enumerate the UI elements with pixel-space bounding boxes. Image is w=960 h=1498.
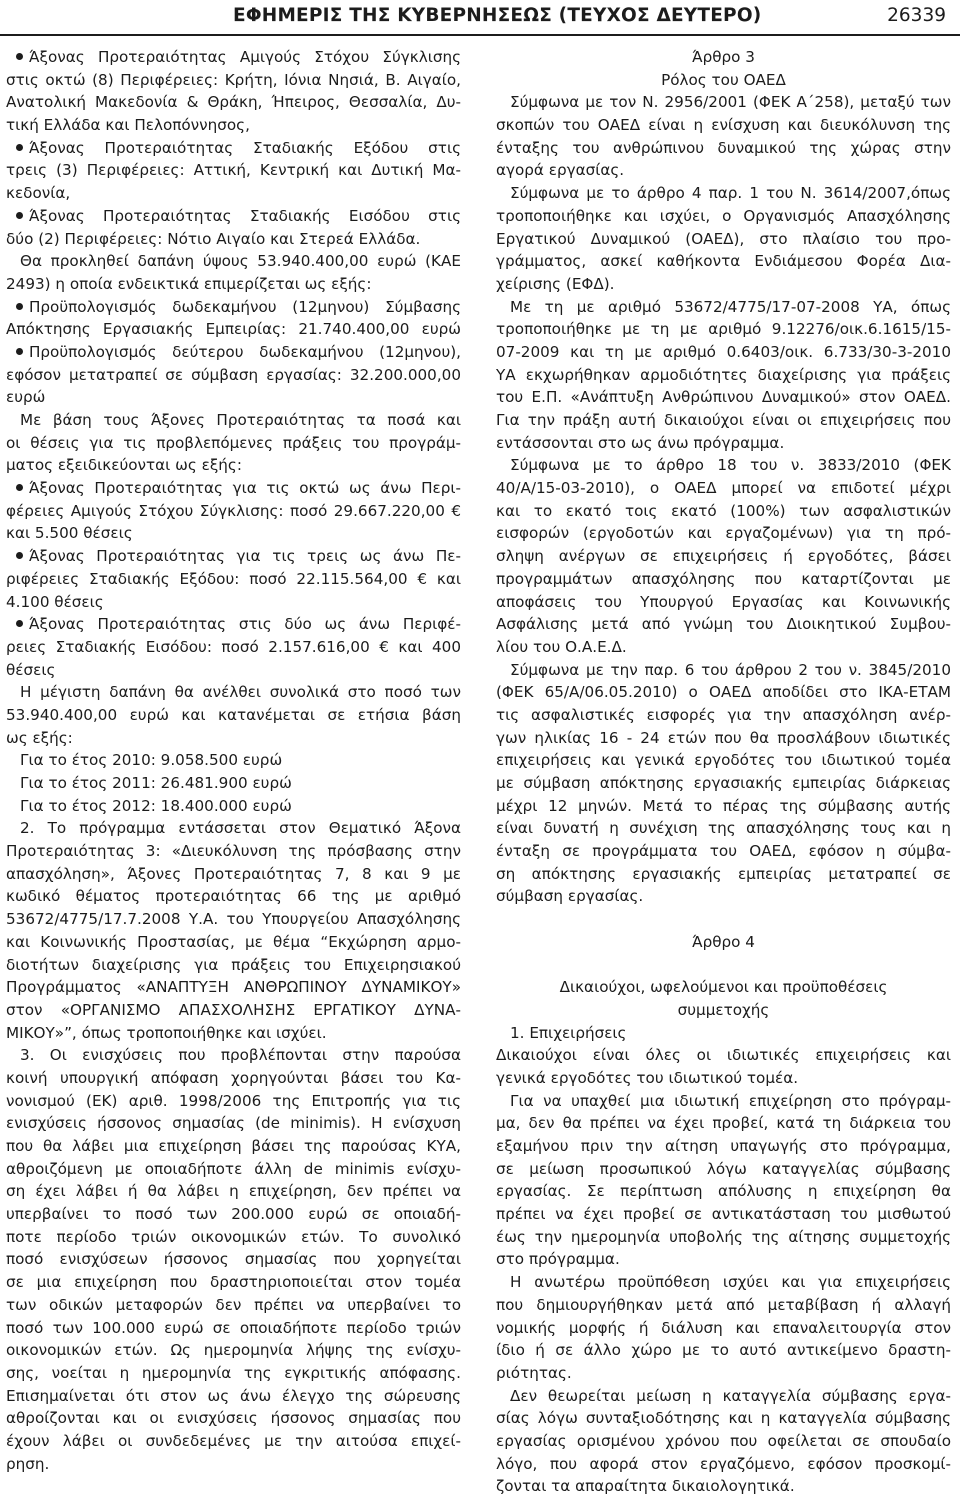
line-text: 53672/4775/17.7.2008 Υ.Α. του Υπουργείου Απασχόλησης (6, 910, 461, 929)
line-text: Για το έτος 2011: 26.481.900 ευρώ (20, 774, 292, 792)
line-text: Η μέγιστη δαπάνη θα ανέλθει συνολικά στο ποσό των (20, 683, 461, 702)
text-line (6, 1294, 461, 1317)
heading-line (496, 69, 951, 92)
line-text: Άρθρο 3 (692, 48, 755, 66)
line-text: σκοπών του ΟΑΕΔ είναι η ενίσχυση και διευκόλυνση της (496, 116, 951, 135)
line-text: (ΦΕΚ 65/Α/06.05.2010) ο ΟΑΕΔ αποδίδει στο ΙΚΑ-ΕΤΑΜ (496, 683, 951, 702)
text-line (6, 885, 461, 908)
line-text: σίας λόγω συνταξιοδότησης και η καταγγελία σύμβασης (496, 1409, 951, 1428)
line-text: χείρισης (ΕΦΔ). (496, 274, 615, 293)
line-text: τική Ελλάδα και Πελοπόννησος, (6, 116, 250, 135)
text-line (496, 613, 951, 636)
page-number: 26339 (887, 5, 946, 26)
text-line (6, 545, 461, 568)
text-line (496, 432, 951, 455)
text-line (6, 1271, 461, 1294)
line-text: σε μια επιχείρηση που δραστηριοποιείται στον τομέα (6, 1273, 461, 1292)
line-text: Απόκτησης Εργασιακής Εμπειρίας: 21.740.400,00 ευρώ (6, 320, 461, 339)
line-text: Η ανωτέρω προϋπόθεση ισχύει και για επιχειρήσεις (510, 1273, 951, 1292)
line-text: Προτεραιότητας 3: «Διευκόλυνση της πρόσβασης στην (6, 842, 461, 861)
text-line (6, 1407, 461, 1430)
line-text: Ρόλος του ΟΑΕΔ (661, 70, 786, 89)
text-line (6, 659, 461, 682)
text-line (6, 1453, 461, 1476)
line-text: Δικαιούχοι είναι όλες οι ιδιωτικές επιχειρήσεις και (496, 1046, 951, 1065)
line-text: τροποποιήθηκε με τη με αριθμό 9.12276/οικ.6.1615/15- (496, 320, 951, 339)
text-line (6, 432, 461, 455)
line-text: 3. Οι ενισχύσεις που προβλέπονται στην παρούσα (20, 1046, 461, 1065)
text-line (6, 364, 461, 387)
text-line (6, 1067, 461, 1090)
line-text: νομικής μορφής ή διάλυση και επαναλειτουργία στον (496, 1318, 951, 1337)
line-text: οικονομικών ετών. Ως ημερομηνία λήψης της ενίσχυ- (6, 1341, 461, 1360)
text-line (6, 1339, 461, 1362)
text-line (6, 159, 461, 182)
text-line (496, 250, 951, 273)
line-text: 4.100 θέσεις (6, 592, 104, 611)
text-line (6, 182, 461, 205)
bullet-icon (16, 144, 23, 151)
text-line (496, 727, 951, 750)
heading-line (496, 976, 951, 999)
line-text: Για το έτος 2012: 18.400.000 ευρώ (20, 796, 292, 815)
line-text: ευρώ (6, 388, 46, 407)
text-line (6, 1044, 461, 1067)
line-text: Δεν θεωρείται μείωση η καταγγελία σύμβασης εργα- (510, 1386, 951, 1405)
line-text: Άξονας Προτεραιότητας στις δύο ως άνω Περιφέ- (29, 615, 461, 634)
line-text: κωδικό θέματος προτεραιότητας 66 της με αριθμό (6, 887, 461, 906)
heading-line (496, 931, 951, 954)
line-text: Για το έτος 2010: 9.058.500 ευρώ (20, 751, 283, 770)
text-line (6, 114, 461, 137)
line-text: μέχρι 12 μηνών. Μετά το πέρας της σύμβασης αυτής (496, 796, 951, 815)
text-line (6, 999, 461, 1022)
text-line (496, 908, 951, 931)
text-line (496, 1203, 951, 1226)
line-text: Επισημαίνεται ότι στον ως άνω έλεγχο της σώρευσης (6, 1386, 461, 1405)
text-line (496, 1339, 951, 1362)
text-line (496, 863, 951, 886)
text-line (496, 296, 951, 319)
line-text: ση έχει λάβει ή θα λάβει η επιχείρηση, δεν πρέπει να (6, 1182, 461, 1201)
text-line (6, 1203, 461, 1226)
line-text: με σύμβαση απόκτησης εργασιακής εμπειρίας διάρκειας (496, 774, 951, 792)
line-text: Προϋπολογισμός δωδεκαμήνου (12μηνου) Σύμβασης (29, 297, 461, 316)
line-text: οι θέσεις για τις προβλεπόμενες πράξεις του προγράμ- (6, 433, 461, 452)
text-line (6, 613, 461, 636)
line-text: αγορά εργασίας. (496, 161, 625, 180)
text-line (6, 137, 461, 160)
line-text: Άξονας Προτεραιότητας Σταδιακής Εξόδου στις (29, 138, 461, 157)
line-text: Ανατολική Μακεδονία & Θράκη, Ήπειρος, Θεσσαλία, Δυ- (6, 93, 461, 112)
text-line (496, 1385, 951, 1408)
line-text: Προϋπολογισμός δεύτερου δωδεκαμήνου (12μηνου), (29, 342, 461, 361)
bullet-icon (16, 348, 23, 355)
text-line (496, 386, 951, 409)
line-text: Με βάση τους Άξονες Προτεραιότητας τα ποσά και (20, 411, 461, 429)
line-text: σύμβαση εργασίας. (496, 887, 644, 906)
text-line (496, 205, 951, 228)
text-line (6, 318, 461, 341)
line-text: 2493) η οποία ενδεικτικά επιμερίζεται ως εξής: (6, 274, 372, 293)
text-line (496, 1180, 951, 1203)
text-line (6, 568, 461, 591)
line-text: Σύμφωνα με τον Ν. 2956/2001 (ΦΕΚ Α΄258), μεταξύ των (510, 93, 951, 112)
text-line (6, 636, 461, 659)
text-line (496, 772, 951, 795)
text-line (6, 863, 461, 886)
text-line (496, 477, 951, 500)
text-line (6, 273, 461, 296)
text-line (496, 318, 951, 341)
text-line (6, 727, 461, 750)
text-line (6, 908, 461, 931)
text-line (496, 1430, 951, 1453)
bullet-icon (16, 53, 23, 60)
text-line (496, 1294, 951, 1317)
line-text: κεδονία, (6, 184, 71, 203)
text-line (496, 704, 951, 727)
line-text: φέρειες Αμιγούς Στόχου Σύγκλισης: ποσό 29.667.220,00 € (6, 501, 461, 520)
line-text: αποφάσεις του Υπουργού Εργασίας και Κοινωνικής (496, 592, 951, 611)
line-text: των οδικών μεταφορών δεν πρέπει να υπερβαίνει το (6, 1295, 461, 1314)
text-line (6, 1090, 461, 1113)
text-line (6, 477, 461, 500)
line-text: 40/Α/15-03-2010), ο ΟΑΕΔ μπορεί να επιδοτεί μέχρι (496, 479, 951, 498)
text-line (496, 954, 951, 977)
line-text: έως την ημερομηνία υποβολής της αίτησης συμμετοχής (496, 1227, 951, 1246)
line-text: είναι δυνατή η συνέχιση της απασχόλησης τους και η (496, 819, 951, 838)
line-text: δύο (2) Περιφέρειες: Νότιο Αιγαίο και Στερεά Ελλάδα. (6, 229, 421, 248)
line-text: 2. Το πρόγραμμα εντάσσεται στον Θεματικό Άξονα (20, 819, 461, 838)
line-text: έχουν λάβει οι συνδεδεμένες με την αιτούσα επιχεί- (6, 1431, 461, 1450)
text-line (496, 500, 951, 523)
text-line (6, 1385, 461, 1408)
line-text: ενισχύσεις ήσσονος σημασίας (de minimis). Η ενίσχυση (6, 1114, 461, 1133)
text-line (496, 454, 951, 477)
text-line (6, 795, 461, 818)
bullet-icon (16, 303, 23, 310)
line-text: ποσό ενισχύσεων ήσσονος σημασίας που χορηγείται (6, 1250, 461, 1269)
text-line (496, 1158, 951, 1181)
text-line (6, 704, 461, 727)
line-text: λίου του Ο.Α.Ε.Δ. (496, 637, 627, 656)
text-line (496, 1271, 951, 1294)
bullet-icon (16, 212, 23, 219)
line-text: ματος εξειδικεύονται ως εξής: (6, 456, 242, 475)
text-line (496, 341, 951, 364)
line-text: ρηση. (6, 1454, 50, 1473)
text-line (6, 500, 461, 523)
line-text: Άξονας Προτεραιότητας για τις οκτώ ως άνω Περι- (29, 479, 461, 498)
text-line (496, 840, 951, 863)
line-text: ση απόκτησης εργασιακής εμπειρίας μετατραπεί σε (496, 864, 951, 883)
line-text: Για να υπαχθεί μια ιδιωτική επιχείρηση στο πρόγραμ- (510, 1091, 951, 1110)
line-text: λόγο, που αφορά στον εργαζόμενο, εφόσον προσκομί- (496, 1454, 951, 1473)
text-line (496, 364, 951, 387)
line-text: Με τη με αριθμό 53672/4775/17-07-2008 ΥΑ, όπως (510, 297, 951, 316)
line-text: ποτε περίοδο τριών οικονομικών ετών. Το συνολικό (6, 1227, 461, 1246)
line-text: σης, νοείται η ημερομηνία της εγκριτικής απόφασης. (6, 1363, 461, 1382)
text-line (496, 1067, 951, 1090)
line-text: μα, δεν θα πρέπει να έχει προβεί, κατά τη διάρκεια του (496, 1114, 951, 1133)
line-text: του Ε.Π. «Ανάπτυξη Ανθρώπινου Δυναμικού» στον ΟΑΕΔ. (496, 388, 951, 407)
line-text: και Κοινωνικής Προστασίας, με θέμα “Εκχώρηση αρμο- (6, 932, 461, 951)
line-text: Σύμφωνα με το άρθρο 18 του ν. 3833/2010 (ΦΕΚ (510, 456, 951, 475)
text-line (496, 545, 951, 568)
line-text: και 5.500 θέσεις (6, 524, 133, 543)
line-text: ποσό των 100.000 ευρώ σε οποιαδήποτε περίοδο τριών (6, 1318, 461, 1337)
text-line (496, 1044, 951, 1067)
text-line (6, 1430, 461, 1453)
text-line (6, 296, 461, 319)
text-line (6, 341, 461, 364)
text-line (6, 749, 461, 772)
line-text: τις ασφαλιστικές εισφορές για την απασχόληση ανέρ- (496, 705, 951, 724)
text-line (496, 795, 951, 818)
line-text: Άξονας Προτεραιότητας Αμιγούς Στόχου Σύγκλισης (29, 48, 461, 66)
text-line (496, 591, 951, 614)
line-text: ζονται τα απαραίτητα δικαιολογητικά. (496, 1477, 795, 1496)
text-line (6, 1158, 461, 1181)
text-line (6, 1180, 461, 1203)
text-line (6, 205, 461, 228)
line-text: Άξονας Προτεραιότητας για τις τρεις ως άνω Πε- (29, 547, 461, 566)
text-line (496, 522, 951, 545)
text-line (496, 1112, 951, 1135)
text-line (496, 1407, 951, 1430)
line-text: 1. Επιχειρήσεις (510, 1023, 627, 1042)
bullet-icon (16, 484, 23, 491)
line-text: εισφορών (εργοδοτών και εργαζομένων) για τη πρό- (496, 524, 951, 543)
line-text: γων ηλικίας 16 - 24 ετών που θα προσλάβουν ιδιωτικές (496, 728, 951, 747)
line-text: ίδιο ή σε άλλο χώρο με το αυτό αντικείμενο δραστη- (496, 1341, 951, 1360)
line-text: Άξονας Προτεραιότητας Σταδιακής Εισόδου στις (29, 206, 461, 225)
line-text: ΥΑ εκχωρήθηκαν αρμοδιότητες διαχείρισης για πράξεις (496, 365, 951, 384)
line-text: Δικαιούχοι, ωφελούμενοι και προϋποθέσεις (559, 978, 888, 997)
line-text: εντάσσονται στο ως άνω πρόγραμμα. (496, 433, 785, 452)
text-line (6, 228, 461, 251)
text-line (496, 885, 951, 908)
text-line (6, 1226, 461, 1249)
line-text: εργασίας ορισμένου χρόνου που οφείλεται σε σπουδαίο (496, 1431, 951, 1450)
text-line (6, 1112, 461, 1135)
text-line (6, 1022, 461, 1045)
text-line (6, 522, 461, 545)
text-line (496, 1475, 951, 1498)
line-text: και το εκατό τοις εκατό (100%) των ασφαλιστικών (496, 501, 951, 520)
text-line (496, 137, 951, 160)
line-text: θέσεις (6, 660, 56, 679)
line-text: εφόσον μετατραπεί σε σύμβαση εργασίας: 32.200.000,00 (6, 365, 461, 384)
text-line (496, 1135, 951, 1158)
line-text: που θα λάβει μια επιχείρηση βάσει της παρούσας ΚΥΑ, (6, 1137, 461, 1155)
line-text: προγραμμάτων απασχόλησης που καταρτίζονται με (496, 569, 951, 588)
text-line (6, 591, 461, 614)
text-line (496, 568, 951, 591)
header-divider (0, 34, 960, 36)
line-text: Εργατικού Δυναμικού (ΟΑΕΔ), στο πλαίσιο του προ- (496, 229, 951, 248)
text-line (6, 1362, 461, 1385)
text-line (496, 681, 951, 704)
line-text: Άρθρο 4 (692, 932, 755, 951)
text-line (6, 1248, 461, 1271)
page-header (0, 0, 960, 36)
heading-line (496, 46, 951, 69)
text-line (496, 1248, 951, 1271)
line-text: κοινή υπουργική απόφαση χορηγούνται βάσει του Κα- (6, 1068, 461, 1087)
right-column (496, 46, 951, 1498)
line-text: στις οκτώ (8) Περιφέρειες: Κρήτη, Ιόνια Νησιά, Β. Αιγαίο, (6, 70, 461, 89)
text-line (6, 1317, 461, 1340)
text-line (6, 386, 461, 409)
text-line (496, 91, 951, 114)
line-text: Για την πράξη αυτή δικαιούχοι είναι οι επιχειρήσεις που (496, 411, 951, 429)
text-line (496, 636, 951, 659)
text-line (6, 69, 461, 92)
line-text: ένταξη σε προγράμματα του ΟΑΕΔ, εφόσον η σύμβα- (496, 842, 951, 861)
text-line (496, 1226, 951, 1249)
line-text: Προγράμματος «ΑΝΑΠΤΥΞΗ ΑΝΘΡΩΠΙΝΟΥ ΔΥΝΑΜΙΚΟΥ» (6, 978, 461, 997)
line-text: γράμματος, ασκεί καθήκοντα Ενδιάμεσου Φορέα Δια- (496, 252, 951, 271)
line-text: Σύμφωνα με το άρθρο 4 παρ. 1 του Ν. 3614/2007,όπως (510, 184, 951, 203)
text-line (6, 454, 461, 477)
line-text: αθροιζόμενη με οποιαδήποτε άλλη de minimis ενίσχυ- (6, 1159, 461, 1178)
line-text: συμμετοχής (677, 1000, 770, 1019)
line-text: γενικά εργοδότες του ιδιωτικού τομέα. (496, 1068, 799, 1087)
line-text: αθροίζονται και οι ενισχύσεις ήσσονος σημασίας που (6, 1409, 461, 1428)
text-line (496, 273, 951, 296)
text-line (6, 1135, 461, 1158)
line-text: ΜΙΚΟΥ»”, όπως τροποποιήθηκε και ισχύει. (6, 1023, 327, 1042)
line-text: ως εξής: (6, 728, 73, 747)
text-line (496, 182, 951, 205)
text-line (6, 46, 461, 69)
line-text: που δημιουργήθηκαν μετά από μεταβίβαση ή αλλαγή (496, 1295, 951, 1314)
line-text: ριότητας. (496, 1363, 572, 1382)
line-text: επιχειρήσεις και γενικά εργοδότες του ιδιωτικού τομέα (496, 751, 951, 770)
text-line (496, 1362, 951, 1385)
line-text: τροποποιήθηκε και ισχύει, ο Οργανισμός Απασχόλησης (496, 206, 951, 225)
text-line (496, 159, 951, 182)
text-line (496, 114, 951, 137)
text-line (6, 840, 461, 863)
line-text: στο πρόγραμμα. (496, 1250, 620, 1269)
line-text: ρειες Σταδιακής Εισόδου: ποσό 2.157.616,00 € και 400 (6, 637, 461, 656)
line-text: ριφέρειες Σταδιακής Εξόδου: ποσό 22.115.564,00 € και (6, 569, 461, 588)
text-line (6, 931, 461, 954)
line-text: ένταξης του ανθρώπινου δυναμικού της χώρας στην (496, 138, 951, 157)
line-text: Ασφάλισης μετά από γνώμη του Διοικητικού Συμβου- (496, 615, 951, 634)
line-text: σληψη ανέργων σε επιχειρήσεις ή εργοδότες, βάσει (496, 547, 951, 566)
line-text: Θα προκληθεί δαπάνη ύψους 53.940.400,00 ευρώ (ΚΑΕ (20, 252, 461, 271)
line-text: 53.940.400,00 ευρώ και κατανέμεται σε ετήσια βάση (6, 705, 461, 724)
heading-line (496, 999, 951, 1022)
line-text: εξαμήνου πριν την αίτηση υπαγωγής στο πρόγραμμα, (496, 1137, 951, 1155)
text-line (6, 976, 461, 999)
text-line (496, 1022, 951, 1045)
line-text: υπερβαίνει το ποσό των 200.000 ευρώ σε οποιαδή- (6, 1205, 461, 1224)
line-text: 07-2009 και τη με αριθμό 0.6403/οικ. 6.733/30-3-2010 (496, 342, 951, 361)
line-text: στον «ΟΡΓΑΝΙΣΜΟ ΑΠΑΣΧΟΛΗΣΗΣ ΕΡΓΑΤΙΚΟΥ ΔΥΝΑ- (6, 1000, 461, 1019)
text-line (6, 954, 461, 977)
line-text: νονισμού (ΕΚ) αριθ. 1998/2006 της Επιτροπής για τις (6, 1091, 461, 1110)
text-line (6, 409, 461, 432)
gazette-title: ΕΦΗΜΕΡΙΣ ΤΗΣ ΚΥΒΕΡΝΗΣΕΩΣ (ΤΕΥΧΟΣ ΔΕΥΤΕΡΟ) (233, 5, 762, 26)
left-column (6, 46, 461, 1475)
text-line (496, 817, 951, 840)
line-text: εργασίας. Σε περίπτωση απόλυσης η επιχείρηση θα (496, 1182, 951, 1201)
text-line (6, 817, 461, 840)
line-text: τρεις (3) Περιφέρειες: Αττική, Κεντρική και Δυτική Μα- (6, 161, 461, 180)
text-line (6, 681, 461, 704)
bullet-icon (16, 552, 23, 559)
text-line (496, 409, 951, 432)
line-text: απασχόληση», Άξονες Προτεραιότητας 7, 8 και 9 με (6, 864, 461, 883)
text-line (496, 1453, 951, 1476)
line-text: Σύμφωνα με την παρ. 6 του άρθρου 2 του ν. 3845/2010 (510, 660, 951, 679)
text-line (496, 659, 951, 682)
line-text: πρέπει να έχει προβεί σε αντικατάσταση του μισθωτού (496, 1205, 951, 1224)
bullet-icon (16, 620, 23, 627)
text-line (496, 1090, 951, 1113)
text-line (496, 228, 951, 251)
text-line (496, 1317, 951, 1340)
text-line (6, 250, 461, 273)
line-text: σε μείωση προσωπικού λόγω καταγγελίας σύμβασης (496, 1159, 951, 1178)
text-line (6, 91, 461, 114)
line-text: διοτήτων διαχείρισης για πράξεις του Επιχειρησιακού (6, 955, 461, 974)
text-line (6, 772, 461, 795)
text-line (496, 749, 951, 772)
